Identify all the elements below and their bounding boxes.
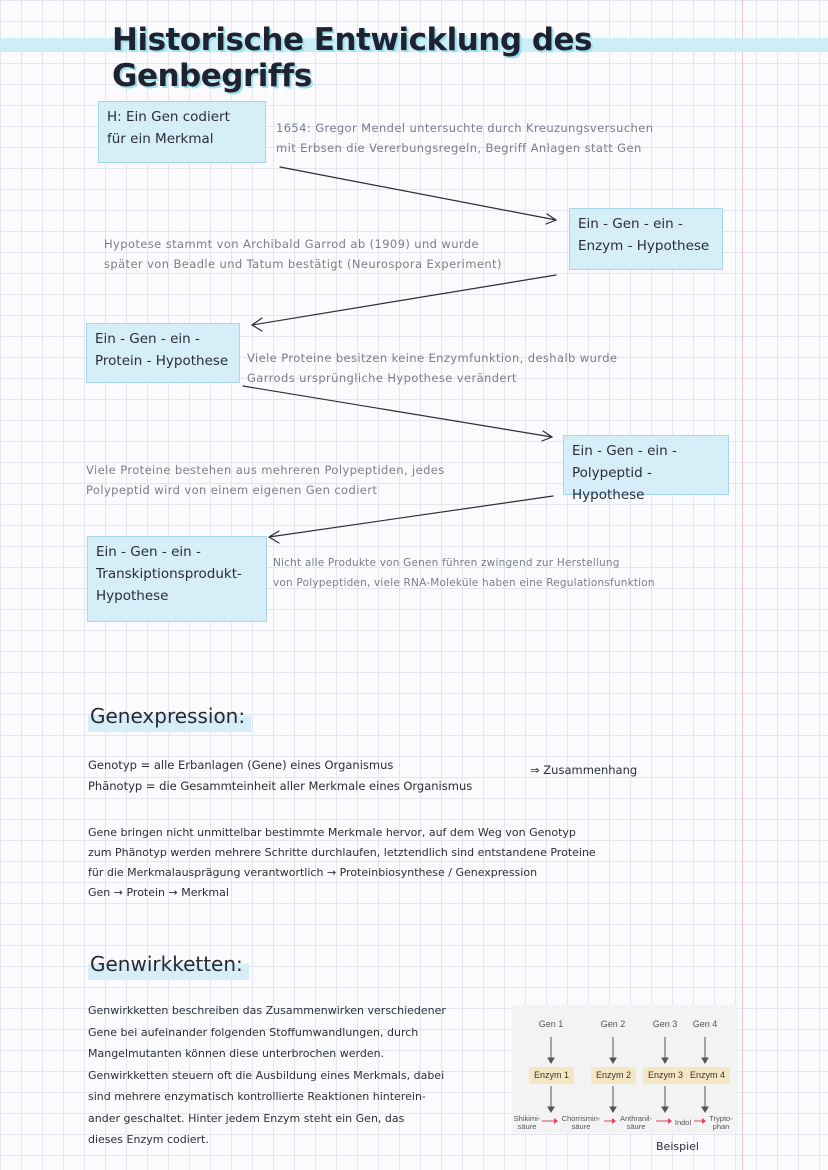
box-line: Polypeptid - Hypothese (572, 465, 652, 503)
box-line: für ein Merkmal (107, 131, 214, 147)
note-line: Viele Proteine besitzen keine Enzymfunktion, deshalb wurde (247, 351, 618, 365)
paragraph-line: Genwirkketten beschreiben das Zusammenwirken verschiedener (88, 1004, 446, 1017)
note-garrod (104, 234, 554, 274)
note-polypeptide (86, 460, 546, 500)
substrate-line: phan (712, 1122, 730, 1131)
box-line: Ein - Gen - ein - (95, 331, 200, 347)
paragraph-line: dieses Enzym codiert. (88, 1133, 209, 1146)
substrate-line: Trypto- (709, 1114, 733, 1123)
substrate-label (512, 1115, 542, 1131)
paragraph-line: sind mehrere enzymatisch kontrollierte Reaktionen hinterein- (88, 1090, 426, 1103)
paragraph-line: Genwirkketten steuern oft die Ausbildung eines Merkmals, dabei (88, 1068, 445, 1082)
enzyme-label: Enzym 3 (643, 1067, 688, 1084)
substrate-label (672, 1119, 694, 1127)
note-line: 1654: Gregor Mendel untersuchte durch Kreuzungsversuchen (276, 121, 654, 135)
note-line: Hypotese stammt von Archibald Garrod ab (1909) und wurde (104, 237, 480, 251)
box-line: H: Ein Gen codiert (107, 109, 230, 125)
box-line: Hypothese (96, 588, 169, 604)
substrate-label (558, 1115, 604, 1131)
definitions (88, 755, 472, 797)
substrate-line: säure (517, 1122, 537, 1131)
page-title: Historische Entwicklung des Genbegriffs (112, 22, 593, 94)
note-line: Viele Proteine bestehen aus mehreren Polypeptiden, jedes (86, 463, 445, 477)
paragraph-line: Gen → Protein → Merkmal (88, 886, 229, 899)
paragraph-line: Mangelmutanten können diese unterbrochen werden. (88, 1047, 385, 1060)
box-line: Enzym - Hypothese (578, 238, 710, 254)
paragraph-line: ander geschaltet. Hinter jedem Enzym steht ein Gen, das (88, 1111, 405, 1125)
hypothesis-box-protein (86, 323, 240, 383)
box-line: Ein - Gen - ein - (96, 544, 201, 560)
arrow-2 (252, 275, 556, 331)
enzyme-label: Enzym 2 (591, 1067, 636, 1084)
phaenotyp-definition: Phänotyp = die Gesammteinheit aller Merkmale eines Organismus (88, 779, 473, 793)
hypothesis-box-polypeptid (563, 435, 729, 503)
hypothesis-box-transkriptionsprodukt (87, 536, 267, 622)
box-line: Transkiptionsprodukt- (96, 566, 242, 582)
arrow-4 (269, 496, 553, 543)
gene-label: Gen 4 (692, 1019, 718, 1029)
substrate-label (706, 1115, 736, 1131)
note-rna (273, 553, 739, 593)
genwirkkette-diagram (512, 1005, 738, 1133)
note-line: später von Beadle und Tatum bestätigt (Neurospora Experiment) (104, 257, 502, 271)
genotyp-definition: Genotyp = alle Erbanlagen (Gene) eines Organismus (88, 758, 394, 772)
note-line: Polypeptid wird von einem eigenen Gen codiert (86, 483, 378, 497)
enzyme-label: Enzym 4 (685, 1067, 730, 1084)
heading-genexpression: Genexpression: (88, 702, 251, 732)
box-line: Ein - Gen - ein - (578, 216, 683, 232)
substrate-line: Anthranil- (619, 1114, 653, 1123)
diagram-caption: Beispiel (656, 1140, 699, 1153)
paragraph-line: Gene bei aufeinander folgenden Stoffumwandlungen, durch (88, 1025, 419, 1039)
zusammenhang-label: ⇒ Zusammenhang (530, 763, 638, 777)
hypothesis-box-enzym (569, 208, 723, 270)
arrow-3 (243, 386, 552, 441)
substrate-line: säure (571, 1122, 591, 1131)
note-line: von Polypeptiden, viele RNA-Moleküle haben eine Regulationsfunktion (273, 577, 655, 589)
paragraph-line: für die Merkmalausprägung verantwortlich → Proteinbiosynthese / Genexpression (88, 866, 538, 879)
note-mendel (276, 118, 736, 158)
box-line: Ein - Gen - ein - (572, 443, 677, 459)
genexpression-paragraph (88, 823, 596, 903)
heading-genwirkketten: Genwirkketten: (88, 950, 249, 980)
substrate-line: säure (626, 1122, 646, 1131)
genwirkketten-paragraph (88, 1000, 446, 1151)
arrow-1 (280, 167, 556, 224)
note-enzymfunktion (247, 348, 717, 388)
gene-label: Gen 1 (538, 1019, 564, 1029)
enzyme-label: Enzym 1 (529, 1067, 574, 1084)
substrate-line: Indol (674, 1118, 692, 1127)
note-line: mit Erbsen die Vererbungsregeln, Begriff Anlagen statt Gen (276, 141, 642, 155)
hypothesis-box-gen-merkmal (98, 101, 266, 163)
substrate-line: Chorrismin- (561, 1114, 601, 1123)
substrate-line: Shikimi- (513, 1114, 541, 1123)
note-line: Nicht alle Produkte von Genen führen zwingend zur Herstellung (273, 557, 620, 569)
paragraph-line: Gene bringen nicht unmittelbar bestimmte Merkmale hervor, auf dem Weg von Genotyp (88, 826, 576, 839)
paragraph-line: zum Phänotyp werden mehrere Schritte durchlaufen, letztendlich sind entstandene Proteine (88, 846, 596, 859)
substrate-label (616, 1115, 656, 1131)
gene-label: Gen 3 (652, 1019, 678, 1029)
box-line: Protein - Hypothese (95, 353, 229, 369)
gene-label: Gen 2 (600, 1019, 626, 1029)
note-line: Garrods ursprüngliche Hypothese verändert (247, 371, 517, 385)
